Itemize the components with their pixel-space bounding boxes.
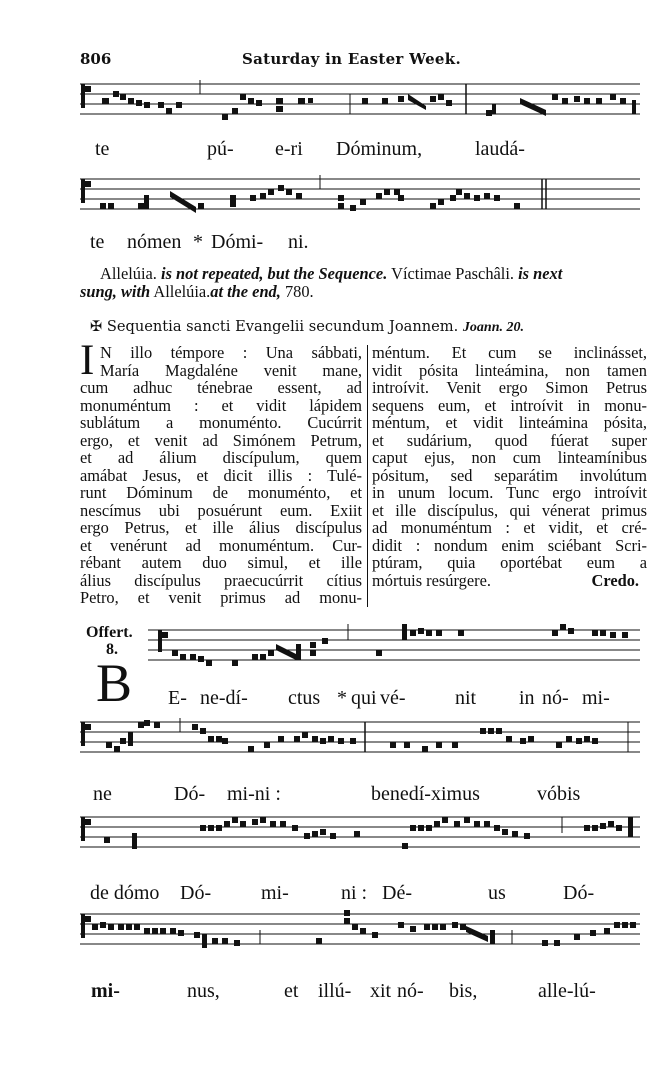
text-line: nescímus ubi posuérunt eum. Exiit [80, 500, 362, 520]
lyric: * [193, 231, 203, 253]
rubric-alleluia: Allelúia. [153, 281, 211, 301]
lyric: vé- [380, 687, 406, 709]
text-line-last [372, 572, 647, 590]
lyric: Dó- [563, 882, 595, 904]
lyric: laudá- [475, 138, 525, 160]
lyric: mi- [582, 687, 610, 709]
lyric: E- [168, 687, 187, 709]
drop-initial: B [96, 653, 133, 713]
lyric: Dómi- [211, 231, 264, 253]
text-line: runt Dóminum de monuménto, et [80, 483, 362, 502]
lyric: nit [455, 687, 477, 709]
text-line: vidit pósita linteámina, non tamen [372, 360, 647, 380]
lyric: in [519, 687, 535, 709]
credo-label: Credo. [591, 570, 639, 590]
text-line: méntum, et vidit linteámina pósita, [372, 413, 647, 432]
lyric: nus, [187, 980, 220, 1002]
text-line: Petro, et venit primus ad monu- [80, 588, 362, 607]
chant-staff-2 [80, 175, 640, 215]
offertory-mode: 8. [106, 641, 118, 658]
text-line: et ille discípulus, qui vénerat primus [372, 500, 647, 520]
lyric: Dó- [180, 882, 212, 904]
lyric: nómen [127, 231, 182, 253]
rubric-instruction: at the end, [210, 281, 281, 301]
text-line: álius discípulus praecucúrrit cítius [80, 570, 362, 590]
gospel-heading [90, 318, 524, 336]
lyric: bis, [449, 980, 478, 1002]
lyric: de dómo [90, 882, 160, 904]
lyric: et [284, 980, 299, 1002]
rubric-page-ref: 780. [284, 281, 314, 301]
offertory-label: Offert. [86, 624, 133, 641]
text-line: didit : nondum enim sciébant Scri- [372, 535, 647, 555]
lyric: Dé- [382, 882, 412, 904]
text-line: caput ejus, non cum linteamínibus [372, 448, 647, 467]
chant-staff-6 [80, 910, 640, 956]
lyric: nó- [397, 980, 424, 1002]
text-line: pósitum, sed separátim involútum [372, 465, 647, 485]
lyric: alle-lú- [538, 980, 596, 1002]
lyric: mi-ni : [227, 783, 281, 805]
lyric: mi- [91, 980, 120, 1002]
chant-staff-3 [148, 620, 640, 666]
lyric: ni : [341, 882, 368, 904]
rubric-sequence: Víctimae Paschâli. [391, 264, 514, 283]
text-line: monuméntum : et vidit lápidem [80, 395, 362, 415]
rubric-alleluia: Allelúia. [100, 264, 157, 283]
text-line: introívit. Venit ergo Simon Petrus [372, 378, 647, 397]
rubric-instruction: is next [518, 264, 563, 283]
text-line: sublátum a monuménto. Cucúrrit [80, 413, 362, 432]
gospel-title: Sequentia sancti Evangelii secundum Joannem. [106, 318, 459, 335]
text-line: et sudárium, quod fúerat super [372, 430, 647, 450]
rubric-instruction: sung, with [80, 281, 151, 301]
gospel-reference: Joann. 20. [462, 320, 524, 335]
lyric: nó- [542, 687, 569, 709]
text-line: sequens eum, et introívit in monu- [372, 395, 647, 415]
lyric: mi- [261, 882, 289, 904]
cross-icon: ✠ [90, 318, 103, 335]
text-line: in unum locum. Tunc ergo introívit [372, 483, 647, 502]
lyric: pú- [207, 138, 234, 160]
text-line: María Magdaléne venit mane, [100, 360, 362, 380]
text-line: mórtuis resúrgere. [372, 570, 491, 590]
lyric: te [95, 138, 110, 160]
lyric: us [488, 882, 506, 904]
text-line: et ad álium discípulum, quem [80, 448, 362, 467]
text-line: N illo témpore : Una sábbati, [100, 343, 362, 362]
text-line: et venérunt ad monuméntum. Cur- [80, 535, 362, 555]
chant-staff-4 [80, 718, 640, 766]
lyric: Dó- [174, 783, 206, 805]
text-line: amábat Jesus, et dicit illis : Tulé- [80, 465, 362, 485]
lyric: qui [351, 687, 377, 709]
lyric: illú- [318, 980, 352, 1002]
lyric: ctus [288, 687, 321, 709]
rubric-instruction: is not repeated, but the Sequence. [161, 264, 388, 283]
chant-staff-1 [80, 80, 640, 120]
lyric: * [337, 687, 347, 709]
running-title: Saturday in Easter Week. [242, 50, 461, 68]
lyric: xit [370, 980, 392, 1002]
rubric [80, 265, 640, 300]
chant-staff-5 [80, 813, 640, 859]
lyric: ne-dí- [200, 687, 248, 709]
text-line: cum adhuc ténebrae essent, ad [80, 378, 362, 397]
lyric: te [90, 231, 105, 253]
lyric: ni. [288, 231, 309, 253]
gospel-column-left [80, 344, 362, 607]
text-line: rébant autem duo simul, et ille [80, 553, 362, 572]
lyric: vóbis [537, 783, 581, 805]
text-line: ptúram, quia oportébat eum a [372, 553, 647, 572]
text-line: ergo, et venit ad Simónem Petrum, [80, 430, 362, 450]
drop-initial: I [80, 337, 95, 384]
gospel-column-right [372, 344, 647, 589]
column-rule [367, 345, 368, 607]
text-line: méntum. Et cum se inclinásset, [372, 343, 647, 362]
lyric: benedí-ximus [371, 783, 480, 805]
lyric: ne [93, 783, 112, 805]
lyric: e-ri [275, 138, 303, 160]
text-line: ergo Petrus, et ille álius discípulus [80, 518, 362, 537]
text-line: ad monuméntum : et vidit, et cré- [372, 518, 647, 537]
lyric: Dóminum, [336, 138, 423, 160]
page-number: 806 [80, 50, 112, 68]
